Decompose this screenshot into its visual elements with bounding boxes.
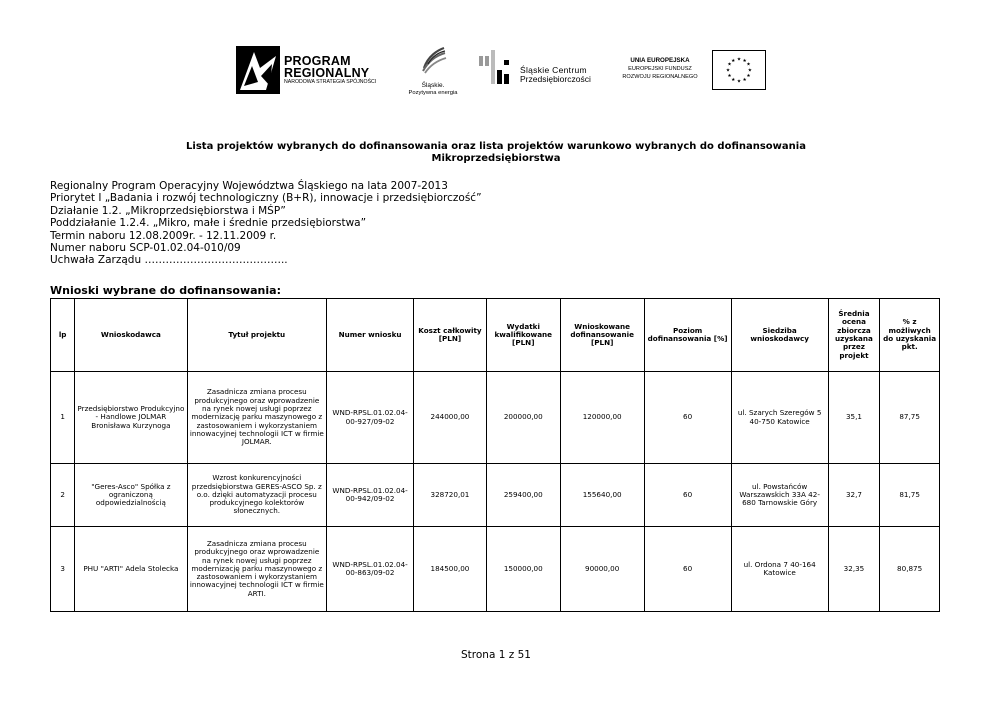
table-row (51, 372, 940, 464)
cell-siedziba: ul. Szarych Szeregów 5 40-750 Katowice (731, 372, 828, 464)
ue-label: UNIA EUROPEJSKA (630, 57, 690, 64)
section-title: Wnioski wybrane do dofinansowania: (50, 284, 281, 297)
header-siedziba: Siedziba wnioskodawcy (731, 299, 828, 372)
header-koszt: Koszt całkowity [PLN] (414, 299, 487, 372)
table-row (51, 527, 940, 612)
cell-numer: WND-RPSL.01.02.04-00-863/09-02 (327, 527, 414, 612)
program-regionalny-emblem-icon (236, 46, 280, 94)
ue-logo (612, 50, 772, 94)
efrr-label-1: EUROPEJSKI FUNDUSZ (628, 66, 692, 72)
cell-ocena: 35,1 (828, 372, 880, 464)
cell-wnioskodawca: "Geres-Asco" Spółka z ograniczoną odpowiedzialnością (75, 464, 187, 527)
efrr-label-2: ROZWOJU REGIONALNEGO (622, 74, 698, 80)
cell-koszt: 184500,00 (414, 527, 487, 612)
svg-text:★: ★ (727, 62, 732, 68)
cell-lp: 3 (51, 527, 75, 612)
header-ocena: Średnia ocena zbiorcza uzyskana przez projekt (828, 299, 880, 372)
svg-text:★: ★ (736, 57, 742, 63)
cell-wydatki: 200000,00 (486, 372, 560, 464)
svg-text:★: ★ (725, 68, 731, 74)
pozytywna-energia-label: Pozytywna energia (408, 90, 458, 96)
cell-wnioskowane: 155640,00 (560, 464, 644, 527)
header-wydatki: Wydatki kwalifikowane [PLN] (486, 299, 560, 372)
projects-table (50, 298, 940, 612)
document-title (0, 141, 992, 165)
regionalny-label: REGIONALNY (284, 66, 370, 80)
svg-text:★: ★ (746, 62, 751, 68)
cell-siedziba: ul. Powstańców Warszawskich 33A 42-680 Tarnowskie Góry (731, 464, 828, 527)
page-number: Strona 1 z 51 (461, 649, 531, 661)
header-numer: Numer wniosku (327, 299, 414, 372)
document-meta (50, 180, 482, 267)
cell-ocena: 32,35 (828, 527, 880, 612)
meta-termin: Termin naboru 12.08.2009r. - 12.11.2009 r. (50, 229, 277, 242)
svg-text:★: ★ (731, 77, 736, 83)
scp-label-2: Przedsiębiorczości (520, 74, 591, 84)
cell-procent: 87,75 (880, 372, 940, 464)
cell-ocena: 32,7 (828, 464, 880, 527)
cell-numer: WND-RPSL.01.02.04-00-942/09-02 (327, 464, 414, 527)
cell-wydatki: 150000,00 (486, 527, 560, 612)
cell-numer: WND-RPSL.01.02.04-00-927/09-02 (327, 372, 414, 464)
strategia-label: NARODOWA STRATEGIA SPÓJNOŚCI (284, 79, 377, 85)
cell-lp: 2 (51, 464, 75, 527)
scp-bars-icon (478, 48, 514, 84)
cell-koszt: 328720,01 (414, 464, 487, 527)
table-row (51, 464, 940, 527)
svg-text:★: ★ (747, 68, 753, 74)
table-header-row (51, 299, 940, 372)
cell-tytul: Wzrost konkurencyjności przedsiębiorstwa GERES-ASCO Sp. z o.o. dzięki automatyzacji procesu produkcyjnego kolektorów słonecznych. (187, 464, 327, 527)
slaskie-label: Śląskie. (421, 82, 445, 89)
cell-wydatki: 259400,00 (486, 464, 560, 527)
cell-siedziba: ul. Ordona 7 40-164 Katowice (731, 527, 828, 612)
cell-tytul: Zasadnicza zmiana procesu produkcyjnego oraz wprowadzenie na rynek nowej usługi poprzez modernizację parku maszynowego z zastosowaniem i wykorzystaniem innowacyjnej technologii ICT w firmie ARTI. (187, 527, 327, 612)
cell-poziom: 60 (644, 464, 731, 527)
cell-poziom: 60 (644, 372, 731, 464)
svg-text:★: ★ (736, 79, 742, 85)
scp-logo (478, 48, 602, 88)
svg-text:★: ★ (731, 58, 736, 64)
cell-wnioskodawca: PHU "ARTI" Adela Stolecka (75, 527, 187, 612)
cell-wnioskodawca: Przedsiębiorstwo Produkcyjno - Handlowe JOLMAR Bronisława Kurzynoga (75, 372, 187, 464)
header-poziom: Poziom dofinansowania [%] (644, 299, 731, 372)
meta-uchwala: Uchwała Zarządu ………………………………….. (50, 254, 288, 267)
header-tytul: Tytuł projektu (187, 299, 327, 372)
scp-label-1: Śląskie Centrum (520, 65, 587, 75)
header-procent: % z możliwych do uzyskania pkt. (880, 299, 940, 372)
svg-text:★: ★ (742, 77, 747, 83)
cell-koszt: 244000,00 (414, 372, 487, 464)
slaskie-logo (402, 46, 464, 98)
title-line-1: Lista projektów wybranych do dofinansowania oraz lista projektów warunkowo wybranych do dofinansowania (186, 141, 806, 152)
header-wnioskowane: Wnioskowane dofinansowanie [PLN] (560, 299, 644, 372)
cell-tytul: Zasadnicza zmiana procesu produkcyjnego oraz wprowadzenie na rynek nowej usługi poprzez modernizację parku maszynowego z zastosowaniem i wykorzystaniem innowacyjnej technologii ICT w firmie JOLMAR. (187, 372, 327, 464)
program-label: PROGRAM (284, 54, 351, 68)
title-line-2: Mikroprzedsiębiorstwa (431, 153, 561, 164)
cell-procent: 81,75 (880, 464, 940, 527)
meta-numer: Numer naboru SCP-01.02.04-010/09 (50, 242, 241, 255)
meta-priorytet: Priorytet I „Badania i rozwój technologiczny (B+R), innowacje i przedsiębiorczość” (50, 192, 482, 205)
eu-flag-icon (712, 50, 766, 90)
slaskie-swirl-icon (418, 46, 448, 74)
cell-wnioskowane: 120000,00 (560, 372, 644, 464)
svg-text:★: ★ (727, 74, 732, 80)
header-wnioskodawca: Wnioskodawca (75, 299, 187, 372)
meta-dzialanie: Działanie 1.2. „Mikroprzedsiębiorstwa i MŚP” (50, 204, 286, 217)
svg-text:★: ★ (742, 58, 747, 64)
header-lp: lp (51, 299, 75, 372)
logo-bar (0, 44, 992, 104)
meta-program: Regionalny Program Operacyjny Województwa Śląskiego na lata 2007-2013 (50, 180, 448, 192)
cell-lp: 1 (51, 372, 75, 464)
program-regionalny-logo (236, 44, 396, 96)
cell-poziom: 60 (644, 527, 731, 612)
meta-poddzialanie: Poddziałanie 1.2.4. „Mikro, małe i średnie przedsiębiorstwa” (50, 217, 367, 230)
cell-procent: 80,875 (880, 527, 940, 612)
cell-wnioskowane: 90000,00 (560, 527, 644, 612)
svg-text:★: ★ (746, 74, 751, 80)
